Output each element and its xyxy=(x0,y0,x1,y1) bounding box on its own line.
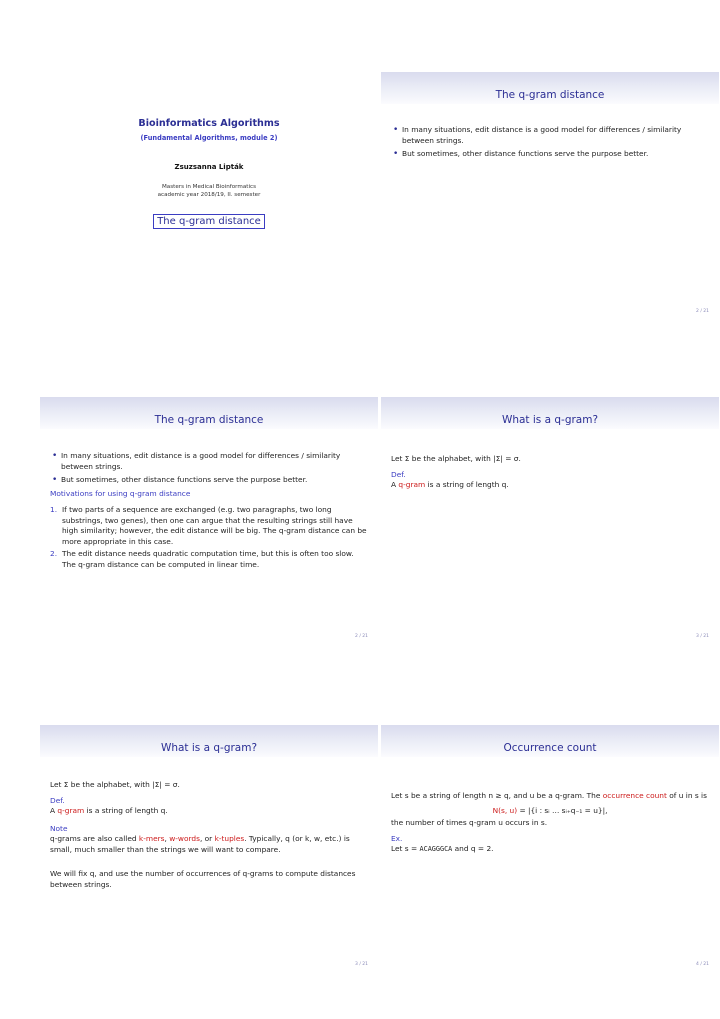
note-label: Note xyxy=(50,823,68,833)
section-box: The q-gram distance xyxy=(153,214,265,229)
term-wwords: w-words xyxy=(169,834,200,843)
example-text: Let s = ACAGGGCA and q = 2. xyxy=(391,844,494,853)
def-label: Def. xyxy=(50,795,65,805)
author-name: Zsuzsanna Lipták xyxy=(174,163,244,171)
definition: A q-gram is a string of length q. xyxy=(50,806,168,815)
slide-body xyxy=(391,791,709,855)
note-text: q-grams are also called k-mers, w-words, or k-tuples. Typically, q (or k, w, etc.) is small, much smaller than the strings we will want to compare. xyxy=(50,834,350,854)
alphabet-intro: Let Σ be the alphabet, with |Σ| = σ. xyxy=(391,454,521,463)
slide-title: The q-gram distance xyxy=(154,414,264,426)
page-number: 3 / 21 xyxy=(696,634,709,639)
list-number: 1. xyxy=(50,505,58,514)
slide-what-is-qgram-1 xyxy=(381,397,719,651)
occurrence-intro: Let s be a string of length n ≥ q, and u be a q-gram. The occurrence count of u in s is xyxy=(391,791,707,800)
slide-what-is-qgram-2 xyxy=(40,725,378,979)
list-number: 2. xyxy=(50,549,58,558)
example-label: Ex. xyxy=(391,833,403,843)
affiliation: Masters in Medical Bioinformatics xyxy=(161,184,256,190)
term-kmers: k-mers xyxy=(138,834,165,843)
talk-subtitle: (Fundamental Algorithms, module 2) xyxy=(140,134,278,142)
definition: A q-gram is a string of length q. xyxy=(391,480,509,489)
bullet-item: • In many situations, edit distance is a good model for differences / similarity between strings. xyxy=(50,451,368,472)
slide-body xyxy=(391,454,709,491)
title-block xyxy=(40,118,378,229)
list-item xyxy=(50,549,368,570)
slide-title: What is a q-gram? xyxy=(501,414,599,426)
occurrence-formula: N(s, u) = |{i : sᵢ … sᵢ₊q₋₁ = u}|, xyxy=(492,805,608,815)
slide-body xyxy=(391,125,709,163)
list-text: If two parts of a sequence are exchanged (e.g. two paragraphs, two long substrings, two genes), then one can argue that the resulting strings still have high similarity; however, the edit distance will be big. The q-gram distance can be more appropriate in this case. xyxy=(62,505,367,546)
page-number: 2 / 21 xyxy=(355,634,368,639)
formula-lhs: N(s, u) xyxy=(492,805,518,815)
slide-title: What is a q-gram? xyxy=(160,742,258,754)
slide-occurrence-count xyxy=(381,725,719,979)
slide-title: The q-gram distance xyxy=(495,89,605,101)
page-number: 2 / 21 xyxy=(696,309,709,314)
bullet-item: • But sometimes, other distance functions serve the purpose better. xyxy=(391,149,709,160)
list-text: The edit distance needs quadratic computation time, but this is often too slow. The q-gram distance can be computed in linear time. xyxy=(62,549,354,569)
slide-qgram-distance-2 xyxy=(40,397,378,651)
talk-title: Bioinformatics Algorithms xyxy=(138,118,280,129)
page-number: 4 / 21 xyxy=(696,962,709,967)
defined-term: occurrence count xyxy=(602,791,667,800)
slide-title xyxy=(40,72,378,326)
term-ktuples: k-tuples xyxy=(214,834,245,843)
motivation-heading: Motivations for using q-gram distance xyxy=(50,488,191,498)
bullet-item: • In many situations, edit distance is a good model for differences / similarity between strings. xyxy=(391,125,709,146)
slide-qgram-distance-1 xyxy=(381,72,719,326)
alphabet-intro: Let Σ be the alphabet, with |Σ| = σ. xyxy=(50,780,180,789)
slide-title: Occurrence count xyxy=(503,742,597,754)
closing-text: We will fix q, and use the number of occurrences of q-grams to compute distances between strings. xyxy=(50,869,356,889)
page-number: 3 / 21 xyxy=(355,962,368,967)
list-item xyxy=(50,505,368,547)
example-string: ACAGGGCA xyxy=(419,845,453,853)
defined-term: q-gram xyxy=(57,806,85,815)
slide-body xyxy=(50,451,368,572)
defined-term: q-gram xyxy=(398,480,426,489)
def-label: Def. xyxy=(391,469,406,479)
formula-description: the number of times q-gram u occurs in s. xyxy=(391,818,548,827)
slide-body xyxy=(50,780,368,890)
term: academic year 2018/19, II. semester xyxy=(157,192,261,198)
bullet-item: • But sometimes, other distance functions serve the purpose better. xyxy=(50,475,368,486)
